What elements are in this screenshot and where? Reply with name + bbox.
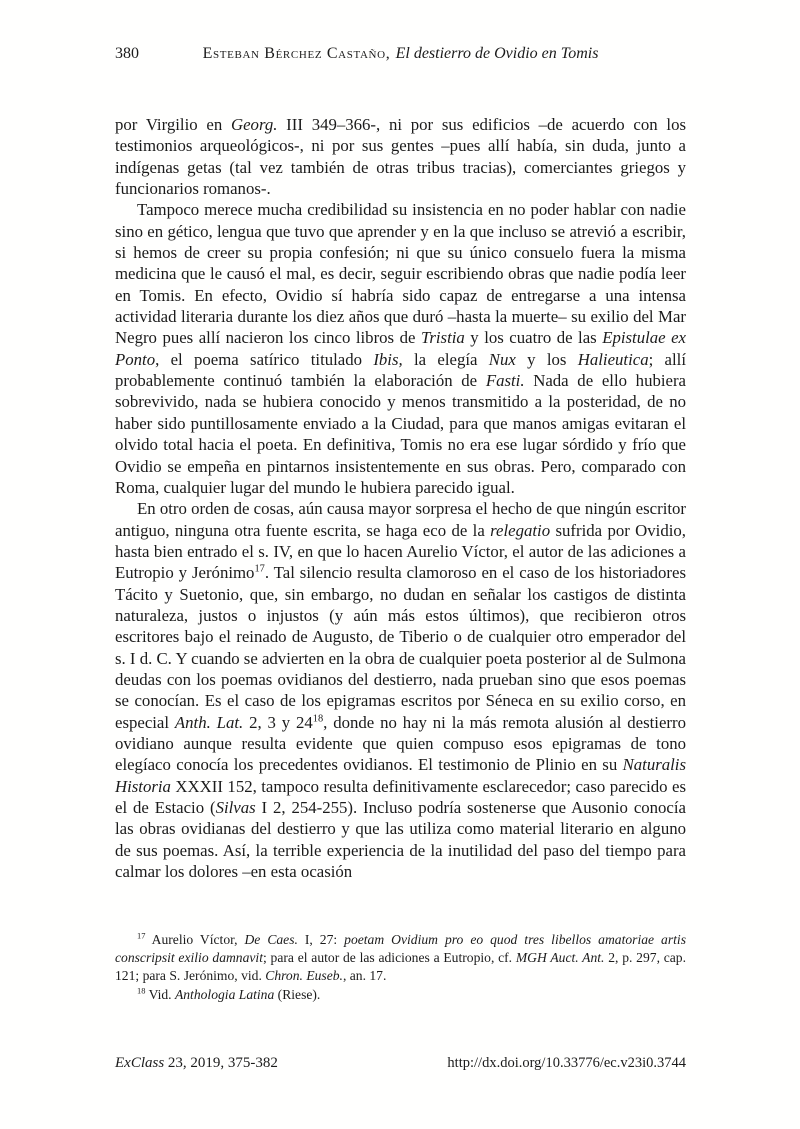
text-run: 23, 2019, 375-382 xyxy=(164,1055,278,1071)
text-run: Tampoco merece mucha credibilidad su insistencia en no poder hablar con nadie sino en gético, lengua que tuvo que aprender y en la que incluso se atrevió a escribir, si hemos de creer su propia confesión; ni que su único consuelo fuera la misma medicina que le causó el mal, es decir, seguir escribiendo obras que nadie podía leer en Tomis. En efecto, Ovidio sí habría sido capaz de entregarse a una intensa actividad literaria durante los diez años que duró –hasta la muerte– su exilio del Mar Negro pues allí nacieron los cinco libros de xyxy=(115,200,686,348)
text-run: Aurelio Víctor, xyxy=(145,932,245,947)
italic-text: Epistulae ex Ponto xyxy=(115,328,687,369)
italic-text: Anth. Lat. xyxy=(174,712,244,732)
paragraph xyxy=(115,498,686,882)
italic-text: Naturalis Historia xyxy=(115,755,686,796)
italic-text: Georg. xyxy=(230,115,278,134)
italic-text: poetam Ovidium pro eo quod tres libellos amatoriae artis conscripsit exilio damnavit xyxy=(115,932,686,966)
text-run: sufrida por Ovidio, hasta bien entrado el s. IV, en que lo hacen Aurelio Víctor, el autor de las adiciones a Eutropio y Jerónimo xyxy=(115,520,686,583)
paragraph xyxy=(115,199,686,498)
text-run: XXXII 152, tampoco resulta definitivamente esclarecedor; caso parecido es el de Estacio ( xyxy=(115,776,686,817)
page-header xyxy=(115,44,686,64)
text-run: ; para el autor de las adiciones a Eutropio, cf. xyxy=(263,950,516,966)
text-run: por Virgilio en xyxy=(115,115,231,134)
italic-text: Ibis, xyxy=(373,349,403,369)
italic-text: Tristia xyxy=(420,328,465,348)
italic-text: Fasti. xyxy=(485,371,525,391)
text-run: III 349–366-, ni por sus edificios –de acuerdo con los testimonios arqueológicos-, ni por sus gentes –pues allí había, sin duda, junto a indígenas getas (tal vez también de otras tribus tracias), comerciantes griegos y funcionarios romanos-. xyxy=(115,115,686,199)
text-run: . Tal silencio resulta clamoroso en el caso de los historiadores Tácito y Suetonio, que, sin embargo, no dudan en señalar los castigos de distinta naturaleza, justos o injustos (y aún más estos últimos), que recibieron otros escritores bajo el reinado de Augusto, de Tiberio o de cualquier otro emperador del s. I d. C. Y cuando se advierten en la obra de cualquier poeta posterior al de Sulmona deudas con los poemas ovidianos del destierro, nada prueban sino que esos poemas se conocían. Es el caso de los epigramas escritos por Séneca en su exilio corso, en especial xyxy=(115,563,686,732)
text-run: 2, p. 297, cap. 121; para S. Jerónimo, vid. xyxy=(115,950,686,984)
text-run: y los xyxy=(515,349,578,369)
italic-text: Silvas xyxy=(215,798,256,817)
text-run: la elegía xyxy=(402,349,489,369)
footnote xyxy=(115,931,686,986)
doi-link: http://dx.doi.org/10.33776/ec.v23i0.3744 xyxy=(447,1055,686,1071)
footnote xyxy=(115,986,686,1004)
page-number: 380 xyxy=(115,45,139,62)
text-run: , donde no hay ni la más remota alusión al destierro ovidiano aunque resulta evidente que quien compuso esos epigramas de tono elegíaco conocía los precedentes ovidianos. El testimonio de Plinio en su xyxy=(115,712,686,775)
text-run: I, 27: xyxy=(297,932,345,947)
page-footer xyxy=(115,1055,686,1072)
text-run: , an. 17. xyxy=(342,968,387,984)
text-run: Nada de ello hubiera sobrevivido, nada se hubiera conocido y menos transmitido a la posteridad, de no haber sido puntillosamente enviado a la Ciudad, para que manos amigas evitaran el olvido total hacia el poeta. En definitiva, Tomis no era ese lugar sórdido y frío que Ovidio se empeña en pintarnos insistentemente en sus obras. Pero, comparado con Roma, cualquier lugar del mundo le hubiera parecido igual. xyxy=(115,371,686,497)
body-text xyxy=(115,114,686,882)
journal-citation xyxy=(115,1055,278,1072)
italic-text: MGH Auct. Ant. xyxy=(515,950,605,966)
text-run: I 2, 254-255). Incluso podría sostenerse que Ausonio conocía las obras ovidianas del destierro y que las utiliza como material literario en alguno de sus poemas. Así, la terrible experiencia de la inutilidad del paso del tiempo para calmar los dolores –en esta ocasión xyxy=(115,798,686,882)
text-run: , el poema satírico titulado xyxy=(155,349,374,369)
italic-text: relegatio xyxy=(490,520,551,540)
running-head xyxy=(115,44,686,64)
text-run: 2, 3 y 24 xyxy=(243,712,313,732)
footnotes xyxy=(115,931,686,1004)
italic-text: Chron. Euseb. xyxy=(265,968,343,984)
footnote-marker: 18 xyxy=(312,713,324,725)
running-head-title: El destierro de Ovidio en Tomis xyxy=(395,45,599,62)
text-run: ; allí probablemente continuó también la elaboración de xyxy=(115,349,686,391)
running-head-author: Esteban Bérchez Castaño, xyxy=(202,45,391,62)
italic-text: Nux xyxy=(488,349,516,369)
italic-text: ExClass xyxy=(115,1055,165,1071)
footnote-marker: 17 xyxy=(137,930,146,941)
text-run: Vid. xyxy=(145,986,175,1002)
text-run: y los cuatro de las xyxy=(464,328,603,348)
text-run: En otro orden de cosas, aún causa mayor sorpresa el hecho de que ningún escritor antiguo, ninguna otra fuente escrita, se haga eco de la xyxy=(115,499,686,540)
footnote-marker: 17 xyxy=(254,563,265,575)
italic-text: Halieutica xyxy=(577,349,649,369)
italic-text: Anthologia Latina xyxy=(174,986,275,1002)
italic-text: De Caes. xyxy=(244,932,298,947)
text-run: (Riese). xyxy=(274,986,321,1002)
paragraph xyxy=(115,114,686,199)
footnote-marker: 18 xyxy=(137,985,146,996)
